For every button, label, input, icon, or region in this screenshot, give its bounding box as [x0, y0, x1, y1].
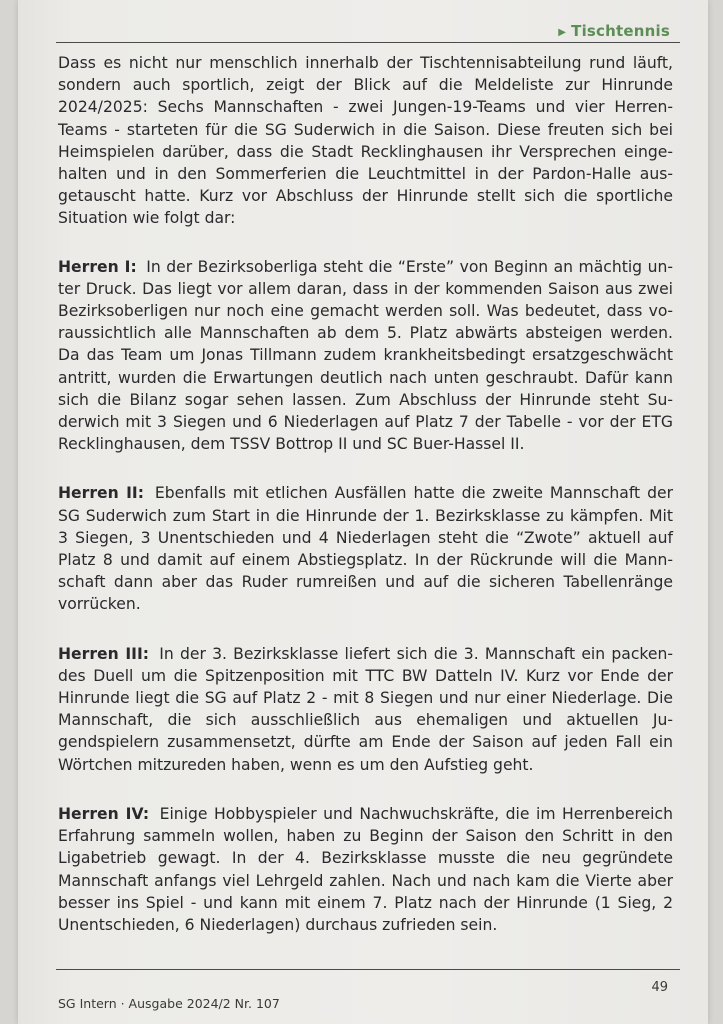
team-text: In der 3. Bezirksklasse liefert sich die 3. Mannschaft ein packendes Duell um die Spitzenposition mit TTC BW Datteln IV. Kurz vor Ende der Hinrunde liegt die SG auf Platz 2 - mit 8 Siegen und nur einer Niederlage. Die Mannschaft, die sich ausschließlich aus ehemaligen und aktuellen Jugendspielern zusammensetzt, dürfte am Ende der Saison auf jeden Fall ein Wörtchen mitzureden haben, wenn es um den Aufstieg geht.: [58, 644, 673, 774]
magazine-page: [18, 0, 708, 1024]
team-text: Einige Hobbyspieler und Nachwuchskräfte, die im Herrenbereich Erfahrung sammeln wollen, haben zu Beginn der Saison den Schritt in den Ligabetrieb gewagt. In der 4. Bezirksklasse musste die neu gegründete Mannschaft anfangs viel Lehrgeld zahlen. Nach und nach kam die Vierte aber besser ins Spiel - und kann mit einem 7. Platz nach der Hinrunde (1 Sieg, 2 Unentschieden, 6 Niederlagen) durchaus zufrieden sein.: [58, 804, 673, 934]
team-paragraph-herren-2: [58, 482, 673, 615]
team-label: Herren III:: [58, 644, 150, 663]
top-divider: [56, 42, 680, 43]
team-paragraph-herren-3: [58, 643, 673, 776]
page-number: 49: [651, 980, 668, 995]
publication-footer: SG Intern · Ausgabe 2024/2 Nr. 107: [58, 996, 280, 1011]
team-text: In der Bezirksoberliga steht die “Erste” von Beginn an mächtig unter Druck. Das liegt vor allem daran, dass in der kommenden Saison aus zwei Bezirksoberligen nur noch eine gemacht werden soll. Was bedeutet, dass voraussichtlich alle Mannschaften ab dem 5. Platz abwärts absteigen werden. Da das Team um Jonas Tillmann zudem krankheitsbedingt ersatzgeschwächt antritt, wurden die Erwartungen deutlich nach unten geschraubt. Dafür kann sich die Bilanz sogar sehen lassen. Zum Abschluss der Hinrunde steht Suderwich mit 3 Siegen und 6 Niederlagen auf Platz 7 der Tabelle - vor der ETG Recklinghausen, dem TSSV Bottrop II und SC Buer-Hassel II.: [58, 257, 673, 454]
team-label: Herren I:: [58, 257, 137, 276]
article-body: [58, 52, 673, 963]
team-paragraph-herren-4: [58, 803, 673, 936]
team-label: Herren II:: [58, 484, 144, 503]
section-label: Tischtennis: [571, 22, 670, 40]
bottom-divider: [56, 969, 680, 970]
section-tag: [558, 22, 670, 40]
intro-paragraph: Dass es nicht nur menschlich innerhalb der Tischtennisabteilung rund läuft, sondern auch sportlich, zeigt der Blick auf die Meldeliste zur Hinrunde 2024/2025: Sechs Mannschaften - zwei Jungen-19-Teams und vier Herren-Teams - starteten für die SG Suderwich in die Saison. Diese freuten sich bei Heimspielen darüber, dass die Stadt Recklinghausen ihr Versprechen eingehalten und in den Sommerferien die Leuchtmittel in der Pardon-Halle ausgetauscht hatte. Kurz vor Abschluss der Hinrunde stellt sich die sportliche Situation wie folgt dar:: [58, 54, 673, 228]
team-text: Ebenfalls mit etlichen Ausfällen hatte die zweite Mannschaft der SG Suderwich zum Start in die Hinrunde der 1. Bezirksklasse zu kämpfen. Mit 3 Siegen, 3 Unentschieden und 4 Niederlagen steht die “Zwote” aktuell auf Platz 8 und damit auf einem Abstiegsplatz. In der Rückrunde will die Mannschaft dann aber das Ruder rumreißen und auf die sicheren Tabellenränge vorrücken.: [58, 484, 673, 614]
team-paragraph-herren-1: [58, 256, 673, 456]
triangle-right-icon: ▶: [558, 27, 567, 38]
team-label: Herren IV:: [58, 804, 150, 823]
